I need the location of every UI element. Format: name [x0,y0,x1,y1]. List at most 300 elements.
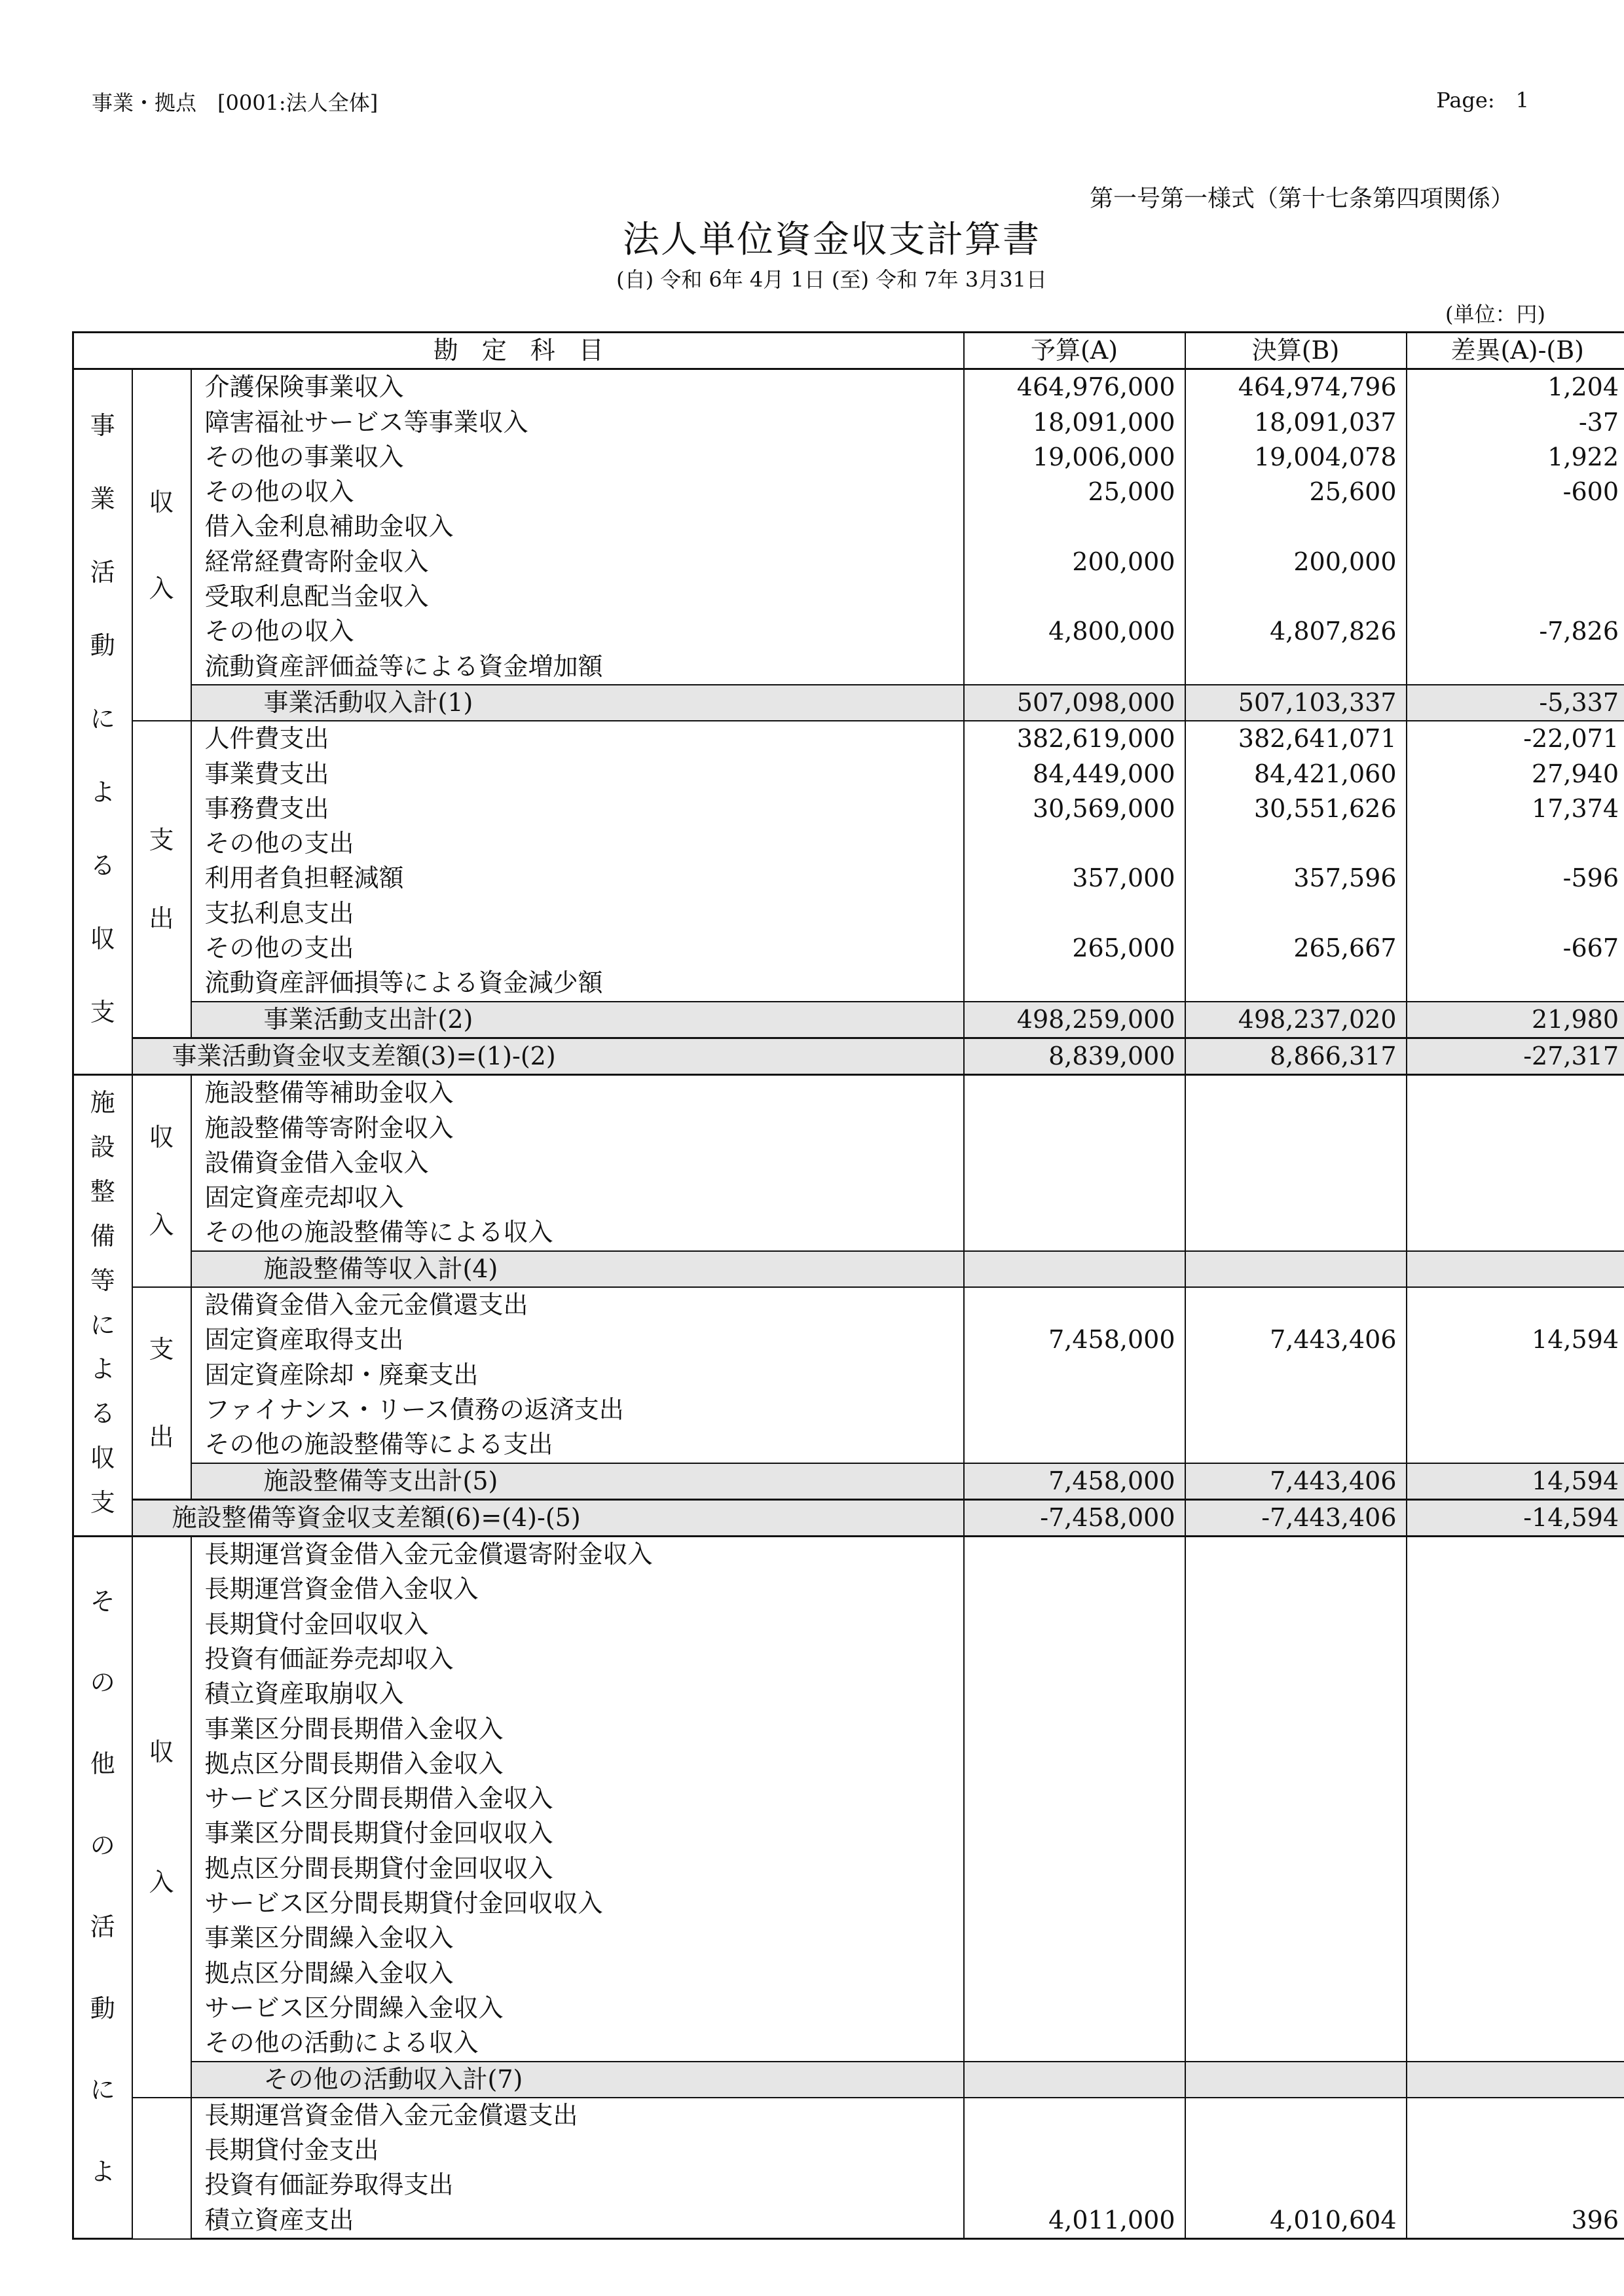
variance-cell: -600 [1407,475,1624,509]
table-row [73,1075,1624,1111]
variance-cell [1407,2168,1624,2202]
table-row [73,1921,1624,1956]
variance-cell [1407,545,1624,579]
budget-cell [964,1886,1185,1921]
variance-cell: 21,980 [1407,1002,1624,1038]
account-name: 施設整備等補助金収入 [191,1075,964,1111]
budget-cell: 4,800,000 [964,614,1185,649]
actual-cell [1185,966,1407,1001]
budget-cell [964,1075,1185,1111]
account-name: 積立資産支出 [191,2203,964,2239]
variance-cell: -22,071 [1407,721,1624,756]
budget-cell: 265,000 [964,931,1185,966]
budget-cell: 464,976,000 [964,369,1185,405]
table-row [73,896,1624,931]
account-name: 固定資産除却・廃棄支出 [191,1358,964,1393]
account-name: その他の支出 [191,826,964,861]
document-title: 法人単位資金収支計算書 [623,219,1041,261]
actual-cell: 464,974,796 [1185,369,1407,405]
table-row [73,1607,1624,1642]
account-name: 事業区分間長期借入金収入 [191,1712,964,1747]
vertical-char: 設 [90,1133,115,1162]
actual-cell [1185,1677,1407,1711]
table-row [73,1712,1624,1747]
vertical-char: 出 [149,904,174,934]
page-number: Page: 1 [1436,88,1529,113]
vertical-char: に [90,704,115,734]
variance-cell [1407,966,1624,1001]
account-name: 拠点区分間長期借入金収入 [191,1747,964,1781]
budget-cell [964,2026,1185,2061]
variance-cell [1407,1956,1624,1991]
actual-cell [1185,1287,1407,1322]
variance-cell [1407,2062,1624,2098]
variance-cell: 14,594 [1407,1322,1624,1357]
account-name: 固定資産取得支出 [191,1322,964,1357]
vertical-char: 支 [149,825,174,854]
table-row [73,1358,1624,1393]
actual-cell [1185,1921,1407,1956]
table-row [73,1572,1624,1607]
vertical-char: 出 [149,1422,174,1451]
subtotal-label: 事業活動収入計(1) [191,685,964,721]
budget-cell: 507,098,000 [964,685,1185,721]
net-difference-label: 事業活動資金収支差額(3)=(1)-(2) [132,1038,964,1074]
flow-direction-label [132,1075,191,1287]
actual-cell [1185,649,1407,685]
actual-cell: 357,596 [1185,861,1407,896]
variance-cell [1407,1537,1624,1573]
budget-cell [964,1111,1185,1146]
variance-cell [1407,2026,1624,2061]
variance-cell [1407,1146,1624,1180]
section-label [73,1537,132,2239]
variance-cell [1407,826,1624,861]
account-name: 事務費支出 [191,792,964,826]
variance-cell [1407,1251,1624,1287]
variance-cell [1407,1427,1624,1463]
subtotal-row [73,2062,1624,2098]
vertical-char: よ [90,778,115,807]
account-name: 事業費支出 [191,757,964,792]
actual-cell [1185,1886,1407,1921]
actual-cell [1185,1146,1407,1180]
budget-cell [964,579,1185,614]
variance-cell: -5,337 [1407,685,1624,721]
variance-cell: 27,940 [1407,757,1624,792]
table-row [73,861,1624,896]
vertical-char: よ [90,1355,115,1384]
table-row [73,440,1624,475]
subtotal-row [73,1251,1624,1287]
flow-direction-text [133,1114,191,1248]
account-name: サービス区分間長期借入金収入 [191,1781,964,1816]
table-row [73,1215,1624,1250]
currency-unit: (単位：円) [1445,302,1545,327]
vertical-char: 支 [149,1334,174,1364]
account-name: 長期運営資金借入金元金償還支出 [191,2098,964,2133]
vertical-char: 入 [149,1868,174,1897]
budget-cell [964,1956,1185,1991]
actual-cell: 8,866,317 [1185,1038,1407,1074]
subtotal-label: その他の活動収入計(7) [191,2062,964,2098]
vertical-char: 等 [90,1266,115,1295]
budget-cell: 7,458,000 [964,1463,1185,1500]
budget-cell [964,1427,1185,1463]
budget-cell [964,1781,1185,1816]
variance-cell [1407,2098,1624,2133]
variance-cell: -667 [1407,931,1624,966]
actual-cell: 18,091,037 [1185,405,1407,440]
table-row [73,369,1624,405]
vertical-char: 備 [90,1221,115,1250]
table-row [73,614,1624,649]
account-name: 障害福祉サービス等事業収入 [191,405,964,440]
budget-cell: 84,449,000 [964,757,1185,792]
table-row [73,1642,1624,1677]
actual-cell [1185,1427,1407,1463]
account-name: サービス区分間長期貸付金回収収入 [191,1886,964,1921]
section-label [73,1075,132,1537]
flow-direction-text [133,433,191,657]
variance-cell [1407,1642,1624,1677]
variance-cell: 1,922 [1407,440,1624,475]
vertical-char: 収 [149,487,174,517]
actual-cell [1185,1956,1407,1991]
account-name: 流動資産評価益等による資金増加額 [191,649,964,685]
vertical-char: 支 [90,998,115,1027]
actual-cell [1185,509,1407,544]
vertical-char: 活 [90,1912,115,1942]
actual-cell [1185,2133,1407,2168]
budget-cell [964,1607,1185,1642]
account-name: 長期貸付金支出 [191,2133,964,2168]
table-row [73,2098,1624,2133]
actual-cell [1185,1816,1407,1851]
variance-cell [1407,1180,1624,1215]
fund-statement-table [72,331,1624,2240]
variance-cell [1407,896,1624,931]
actual-cell: 507,103,337 [1185,685,1407,721]
account-name: サービス区分間繰入金収入 [191,1991,964,2026]
table-row [73,966,1624,1001]
account-name: 投資有価証券売却収入 [191,1642,964,1677]
account-name: 事業区分間長期貸付金回収収入 [191,1816,964,1851]
vertical-char: に [90,2075,115,2105]
section-label-text [74,370,132,1068]
account-name: 受取利息配当金収入 [191,579,964,614]
table-row [73,579,1624,614]
actual-cell [1185,1572,1407,1607]
variance-cell [1407,1358,1624,1393]
table-row [73,2203,1624,2239]
table-row [73,1322,1624,1357]
budget-cell [964,1851,1185,1886]
subtotal-row [73,1463,1624,1500]
budget-cell [964,1572,1185,1607]
subtotal-label: 施設整備等収入計(4) [191,1251,964,1287]
budget-cell: 8,839,000 [964,1038,1185,1074]
variance-cell [1407,509,1624,544]
variance-cell: 1,204 [1407,369,1624,405]
variance-cell [1407,1712,1624,1747]
budget-cell [964,1677,1185,1711]
table-row [73,1427,1624,1463]
table-header-row [73,333,1624,369]
table-row [73,1393,1624,1427]
vertical-char: に [90,1310,115,1339]
vertical-char: 他 [90,1749,115,1779]
table-row [73,2026,1624,2061]
vertical-char: 支 [90,1488,115,1518]
section-label [73,369,132,1075]
fiscal-period: (自) 令和 6年 4月 1日 (至) 令和 7年 3月31日 [616,267,1047,292]
table-row [73,757,1624,792]
header-account: 勘定科目 [73,333,964,369]
actual-cell [1185,1111,1407,1146]
actual-cell [1185,1215,1407,1250]
actual-cell: 7,443,406 [1185,1463,1407,1500]
vertical-char: る [90,851,115,881]
budget-cell [964,2168,1185,2202]
variance-cell [1407,1921,1624,1956]
account-name: その他の活動による収入 [191,2026,964,2061]
vertical-char: 整 [90,1176,115,1206]
vertical-char: 収 [149,1737,174,1766]
account-name: 投資有価証券取得支出 [191,2168,964,2202]
flow-direction-label [132,1537,191,2098]
budget-cell [964,509,1185,544]
variance-cell: 17,374 [1407,792,1624,826]
budget-cell [964,1921,1185,1956]
budget-cell: 200,000 [964,545,1185,579]
budget-cell: 30,569,000 [964,792,1185,826]
vertical-char: 動 [90,631,115,661]
budget-cell [964,1180,1185,1215]
account-name: 事業区分間繰入金収入 [191,1921,964,1956]
account-name: 経常経費寄附金収入 [191,545,964,579]
form-number: 第一号第一様式（第十七条第四項関係） [1089,185,1514,212]
account-name: その他の支出 [191,931,964,966]
budget-cell [964,2098,1185,2133]
vertical-char: 入 [149,1211,174,1240]
table-row [73,405,1624,440]
account-name: 支払利息支出 [191,896,964,931]
actual-cell [1185,1851,1407,1886]
variance-cell: -27,317 [1407,1038,1624,1074]
account-name: 長期運営資金借入金元金償還寄附金収入 [191,1537,964,1573]
entity-label: 事業・拠点 [0001:法人全体] [92,90,378,115]
header-actual: 決算(B) [1185,333,1407,369]
header-budget: 予算(A) [964,333,1185,369]
table-row [73,826,1624,861]
net-difference-label: 施設整備等資金収支差額(6)=(4)-(5) [132,1499,964,1536]
variance-cell [1407,1747,1624,1781]
actual-cell: 19,004,078 [1185,440,1407,475]
table-row [73,475,1624,509]
actual-cell [1185,1607,1407,1642]
vertical-char: 活 [90,558,115,587]
budget-cell [964,1537,1185,1573]
actual-cell: -7,443,406 [1185,1499,1407,1536]
budget-cell [964,826,1185,861]
budget-cell: 4,011,000 [964,2203,1185,2239]
budget-cell [964,1215,1185,1250]
budget-cell: 18,091,000 [964,405,1185,440]
table-row [73,1816,1624,1851]
fund-statement-table-container [72,331,1619,2240]
variance-cell: 14,594 [1407,1463,1624,1500]
flow-direction-label [132,1287,191,1499]
table-body [73,369,1624,2239]
actual-cell: 200,000 [1185,545,1407,579]
account-name: 人件費支出 [191,721,964,756]
actual-cell [1185,2062,1407,2098]
flow-direction-label [132,721,191,1038]
vertical-char: る [90,1399,115,1429]
variance-cell [1407,2133,1624,2168]
table-row [73,721,1624,756]
subtotal-row [73,1002,1624,1038]
variance-cell: 396 [1407,2203,1624,2239]
actual-cell [1185,1642,1407,1677]
actual-cell [1185,896,1407,931]
actual-cell: 84,421,060 [1185,757,1407,792]
account-name: 拠点区分間繰入金収入 [191,1956,964,1991]
account-name: その他の施設整備等による収入 [191,1215,964,1250]
vertical-char: 動 [90,1994,115,2023]
account-name: その他の収入 [191,614,964,649]
vertical-char: よ [90,2157,115,2186]
vertical-char: 事 [90,411,115,441]
net-difference-row [73,1499,1624,1536]
table-row [73,1781,1624,1816]
table-row [73,1537,1624,1573]
account-name: 介護保険事業収入 [191,369,964,405]
account-name: その他の事業収入 [191,440,964,475]
header-variance: 差異(A)-(B) [1407,333,1624,369]
variance-cell [1407,1781,1624,1816]
budget-cell [964,966,1185,1001]
account-name: 長期貸付金回収収入 [191,1607,964,1642]
flow-direction-label [132,2098,191,2239]
flow-direction-text [133,1326,191,1461]
account-name: 拠点区分間長期貸付金回収収入 [191,1851,964,1886]
table-row [73,2133,1624,2168]
actual-cell [1185,2026,1407,2061]
vertical-char: 業 [90,484,115,514]
actual-cell: 30,551,626 [1185,792,1407,826]
budget-cell [964,896,1185,931]
actual-cell [1185,1393,1407,1427]
table-row [73,1851,1624,1886]
flow-direction-text [133,1639,191,1996]
budget-cell [964,1642,1185,1677]
table-row [73,2168,1624,2202]
vertical-char: の [90,1667,115,1697]
actual-cell [1185,2168,1407,2202]
account-name: 設備資金借入金元金償還支出 [191,1287,964,1322]
table-row [73,509,1624,544]
actual-cell [1185,826,1407,861]
variance-cell [1407,1393,1624,1427]
subtotal-label: 施設整備等支出計(5) [191,1463,964,1500]
actual-cell [1185,1180,1407,1215]
table-row [73,649,1624,685]
budget-cell [964,1251,1185,1287]
variance-cell [1407,1075,1624,1111]
table-row [73,1991,1624,2026]
budget-cell [964,2133,1185,2168]
subtotal-row [73,685,1624,721]
variance-cell [1407,1886,1624,1921]
vertical-char: 収 [149,1123,174,1152]
account-name: 施設整備等寄附金収入 [191,1111,964,1146]
vertical-char: 入 [149,574,174,603]
section-label-text [74,1537,132,2235]
budget-cell [964,1991,1185,2026]
budget-cell [964,1747,1185,1781]
budget-cell [964,1393,1185,1427]
vertical-char: の [90,1831,115,1860]
vertical-char: 施 [90,1088,115,1118]
account-name: 利用者負担軽減額 [191,861,964,896]
budget-cell [964,649,1185,685]
budget-cell [964,1146,1185,1180]
table-row [73,1747,1624,1781]
variance-cell [1407,1111,1624,1146]
actual-cell: 7,443,406 [1185,1322,1407,1357]
vertical-char: 収 [90,1444,115,1473]
net-difference-row [73,1038,1624,1074]
budget-cell: -7,458,000 [964,1499,1185,1536]
flow-direction-label [132,369,191,721]
table-row [73,931,1624,966]
flow-direction-text [133,779,191,980]
table-row [73,1677,1624,1711]
account-name: 固定資産売却収入 [191,1180,964,1215]
table-row [73,1180,1624,1215]
actual-cell: 498,237,020 [1185,1002,1407,1038]
table-row [73,545,1624,579]
section-label-text [74,1076,132,1529]
variance-cell: -37 [1407,405,1624,440]
flow-direction-text [133,2123,191,2212]
variance-cell [1407,1607,1624,1642]
table-row [73,792,1624,826]
vertical-char: そ [90,1586,115,1616]
budget-cell: 498,259,000 [964,1002,1185,1038]
budget-cell [964,2062,1185,2098]
actual-cell [1185,1075,1407,1111]
actual-cell [1185,1781,1407,1816]
variance-cell [1407,1991,1624,2026]
account-name: 積立資産取崩収入 [191,1677,964,1711]
budget-cell: 19,006,000 [964,440,1185,475]
variance-cell [1407,1215,1624,1250]
variance-cell [1407,1287,1624,1322]
variance-cell [1407,649,1624,685]
account-name: ファイナンス・リース債務の返済支出 [191,1393,964,1427]
variance-cell [1407,1677,1624,1711]
actual-cell [1185,1712,1407,1747]
actual-cell: 4,807,826 [1185,614,1407,649]
variance-cell [1407,1572,1624,1607]
table-row [73,1146,1624,1180]
variance-cell [1407,579,1624,614]
actual-cell: 382,641,071 [1185,721,1407,756]
account-name: その他の施設整備等による支出 [191,1427,964,1463]
